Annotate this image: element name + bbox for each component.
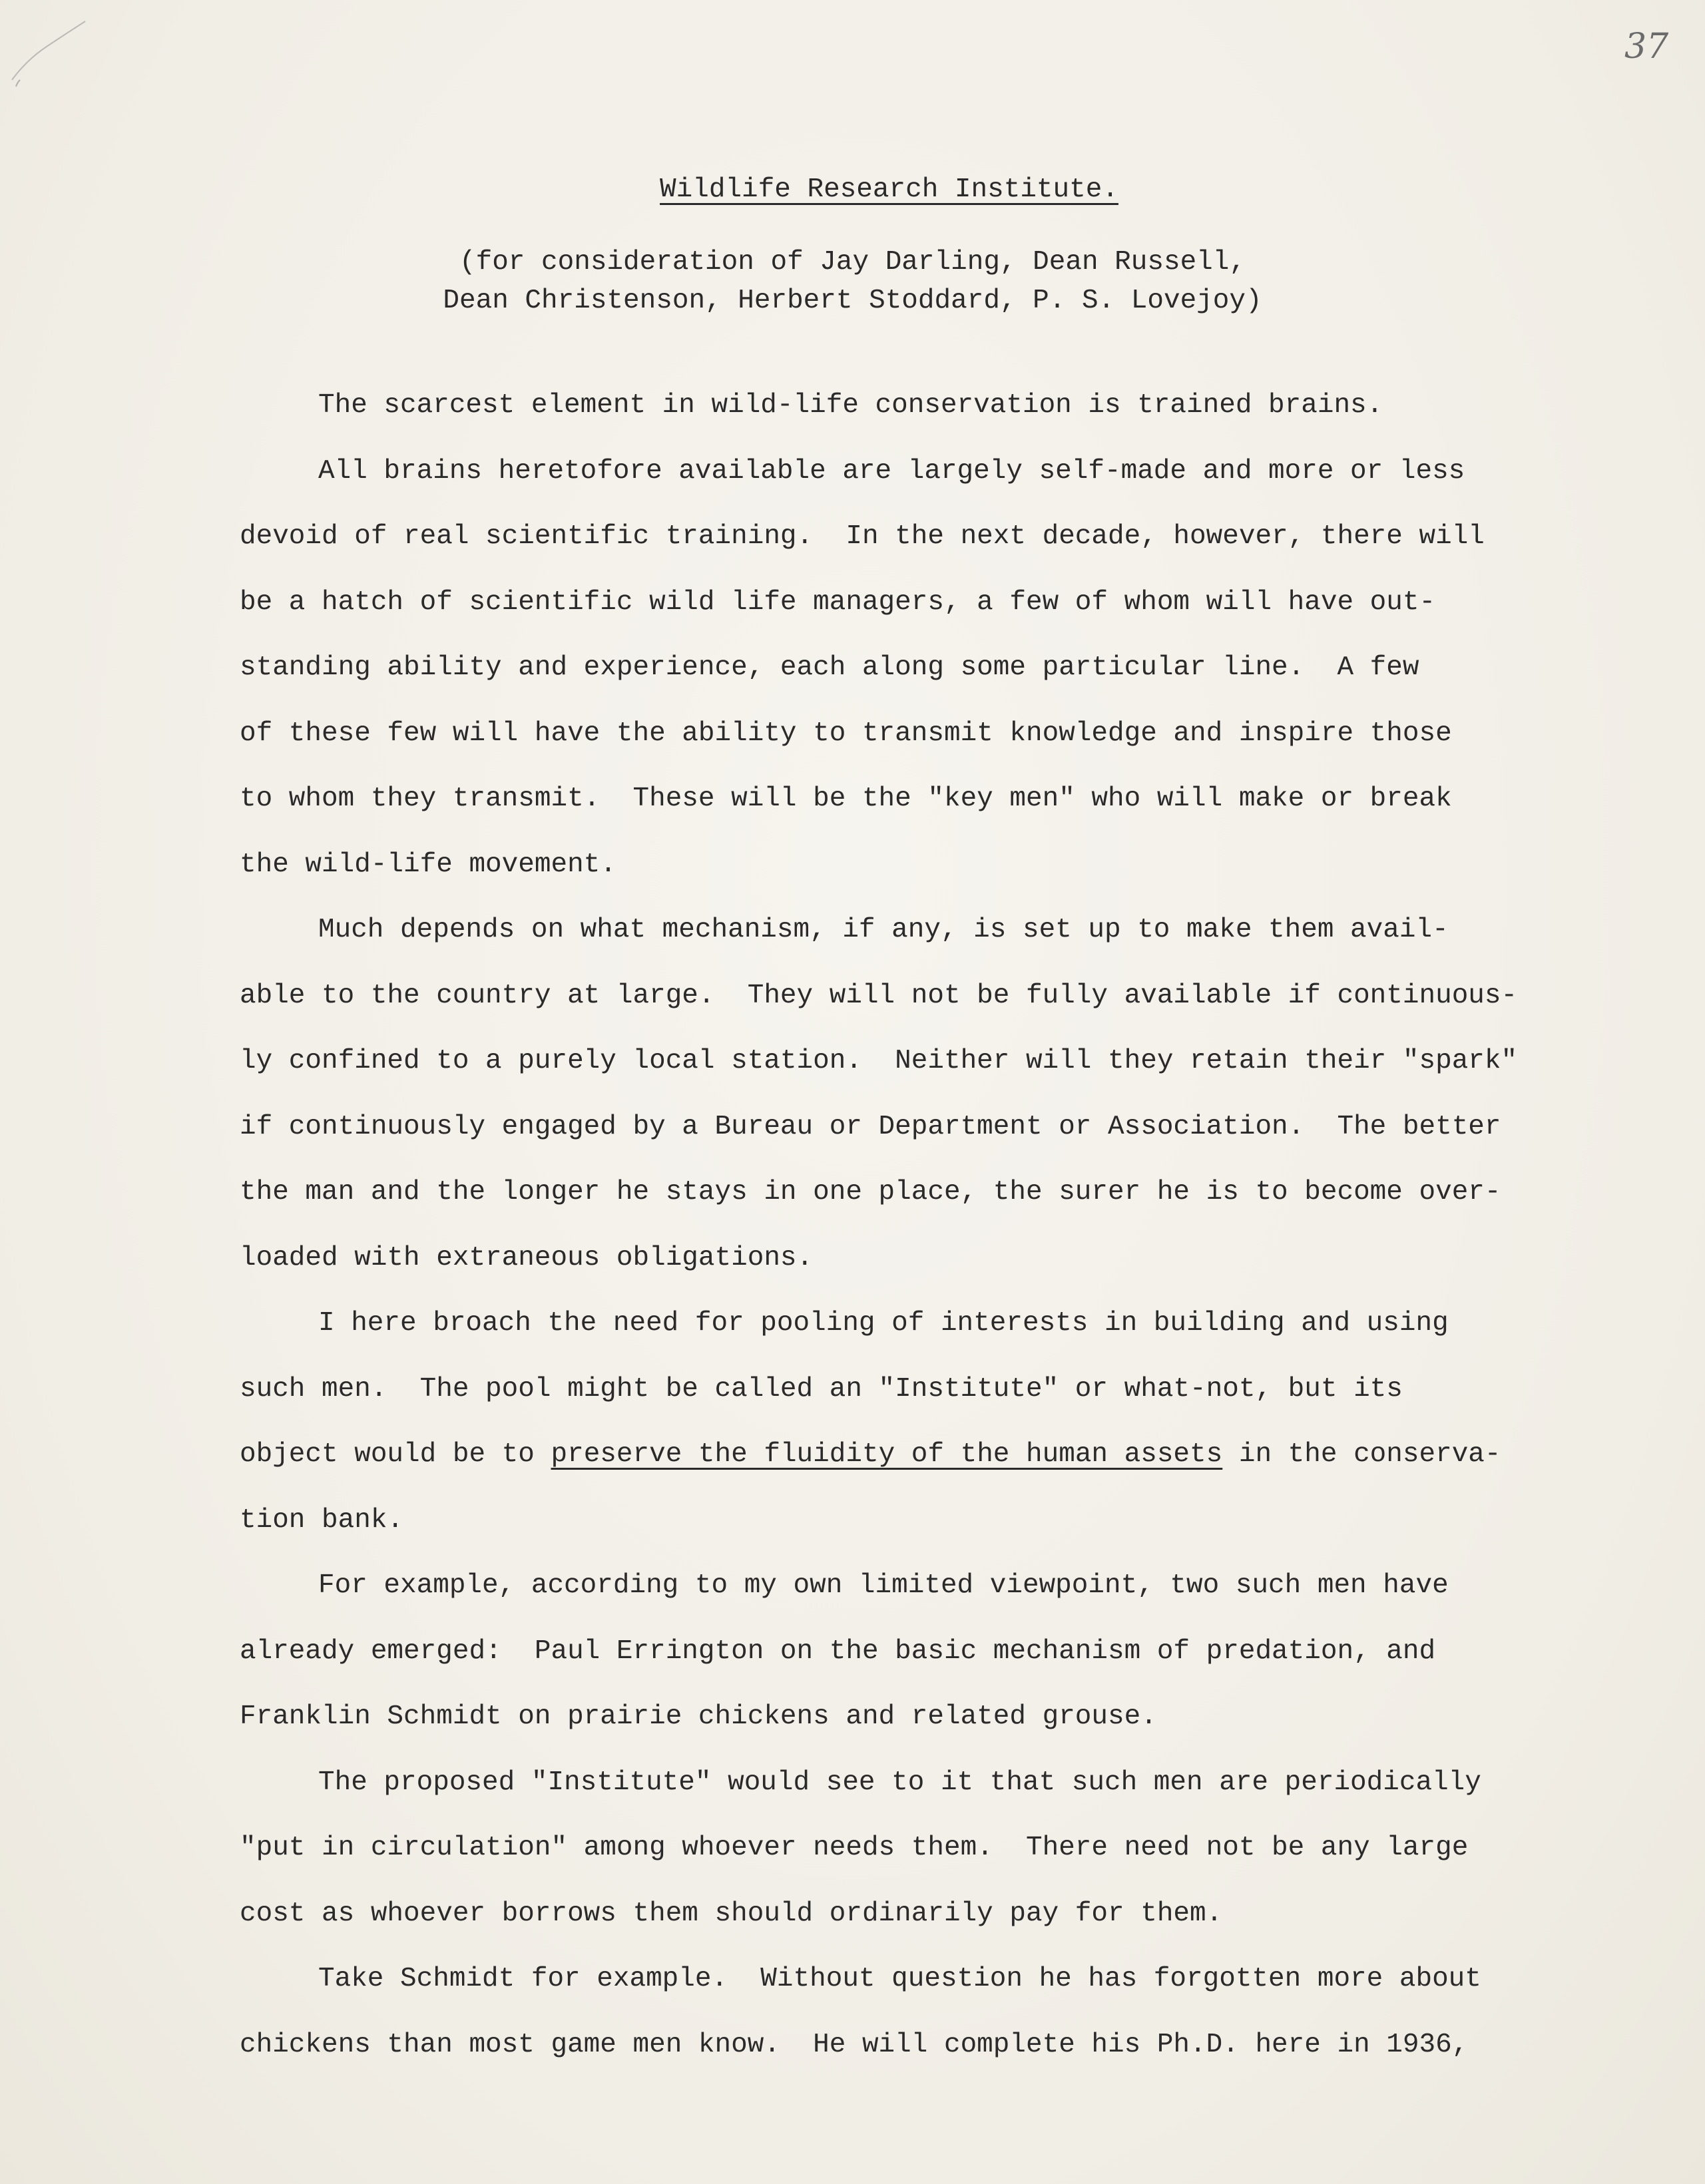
text-line: cost as whoever borrows them should ordinarily pay for them. [240,1898,1223,1929]
text-line: Take Schmidt for example. Without question he has forgotten more about [318,1964,1481,1994]
text-line: The scarcest element in wild-life conservation is trained brains. [318,390,1383,421]
text-line: The proposed "Institute" would see to it that such men are periodically [318,1767,1481,1798]
subtitle-line: (for consideration of Jay Darling, Dean Russell, [459,247,1246,278]
document-title [0,174,1705,205]
text-line: Much depends on what mechanism, if any, is set up to make them avail- [318,915,1449,945]
text-line: able to the country at large. They will not be fully available if continuous- [240,980,1518,1011]
text-line: For example, according to my own limited viewpoint, two such men have [318,1570,1449,1601]
text-line: loaded with extraneous obligations. [240,1242,814,1273]
title-text: Wildlife Research Institute. [660,174,1118,205]
text-segment: in the conserva- [1222,1439,1501,1470]
text-line: if continuously engaged by a Bureau or Department or Association. The better [240,1111,1501,1142]
document-body [240,373,1531,2077]
text-line-underlined [240,1422,1531,1488]
text-line: to whom they transmit. These will be the "key men" who will make or break [240,783,1452,814]
subtitle-line: Dean Christenson, Herbert Stoddard, P. S. Lovejoy) [443,286,1262,316]
text-line: the man and the longer he stays in one place, the surer he is to become over- [240,1177,1501,1207]
text-line: be a hatch of scientific wild life managers, a few of whom will have out- [240,586,1436,618]
text-line: devoid of real scientific training. In the next decade, however, there will [240,521,1485,552]
text-line: I here broach the need for pooling of interests in building and using [318,1308,1449,1339]
text-line: Franklin Schmidt on prairie chickens and related grouse. [240,1701,1157,1732]
underlined-phrase: preserve the fluidity of the human assets [551,1439,1223,1470]
text-line: such men. The pool might be called an "Institute" or what-not, but its [240,1373,1403,1405]
text-line: already emerged: Paul Errington on the basic mechanism of predation, and [240,1636,1436,1667]
document-subtitle [0,243,1705,320]
text-line: of these few will have the ability to transmit knowledge and inspire those [240,718,1452,749]
text-line: standing ability and experience, each along some particular line. A few [240,652,1419,683]
text-line: tion bank. [240,1504,404,1536]
text-line: the wild-life movement. [240,849,616,880]
text-line: ly confined to a purely local station. Neither will they retain their "spark" [240,1046,1518,1076]
text-line: "put in circulation" among whoever needs them. There need not be any large [240,1833,1469,1863]
text-line: chickens than most game men know. He will complete his Ph.D. here in 1936, [240,2029,1469,2060]
text-line: All brains heretofore available are largely self-made and more or less [318,455,1465,487]
text-segment: object would be to [240,1439,551,1470]
page-number: 37 [1624,27,1669,67]
pencil-mark-icon [7,13,87,93]
